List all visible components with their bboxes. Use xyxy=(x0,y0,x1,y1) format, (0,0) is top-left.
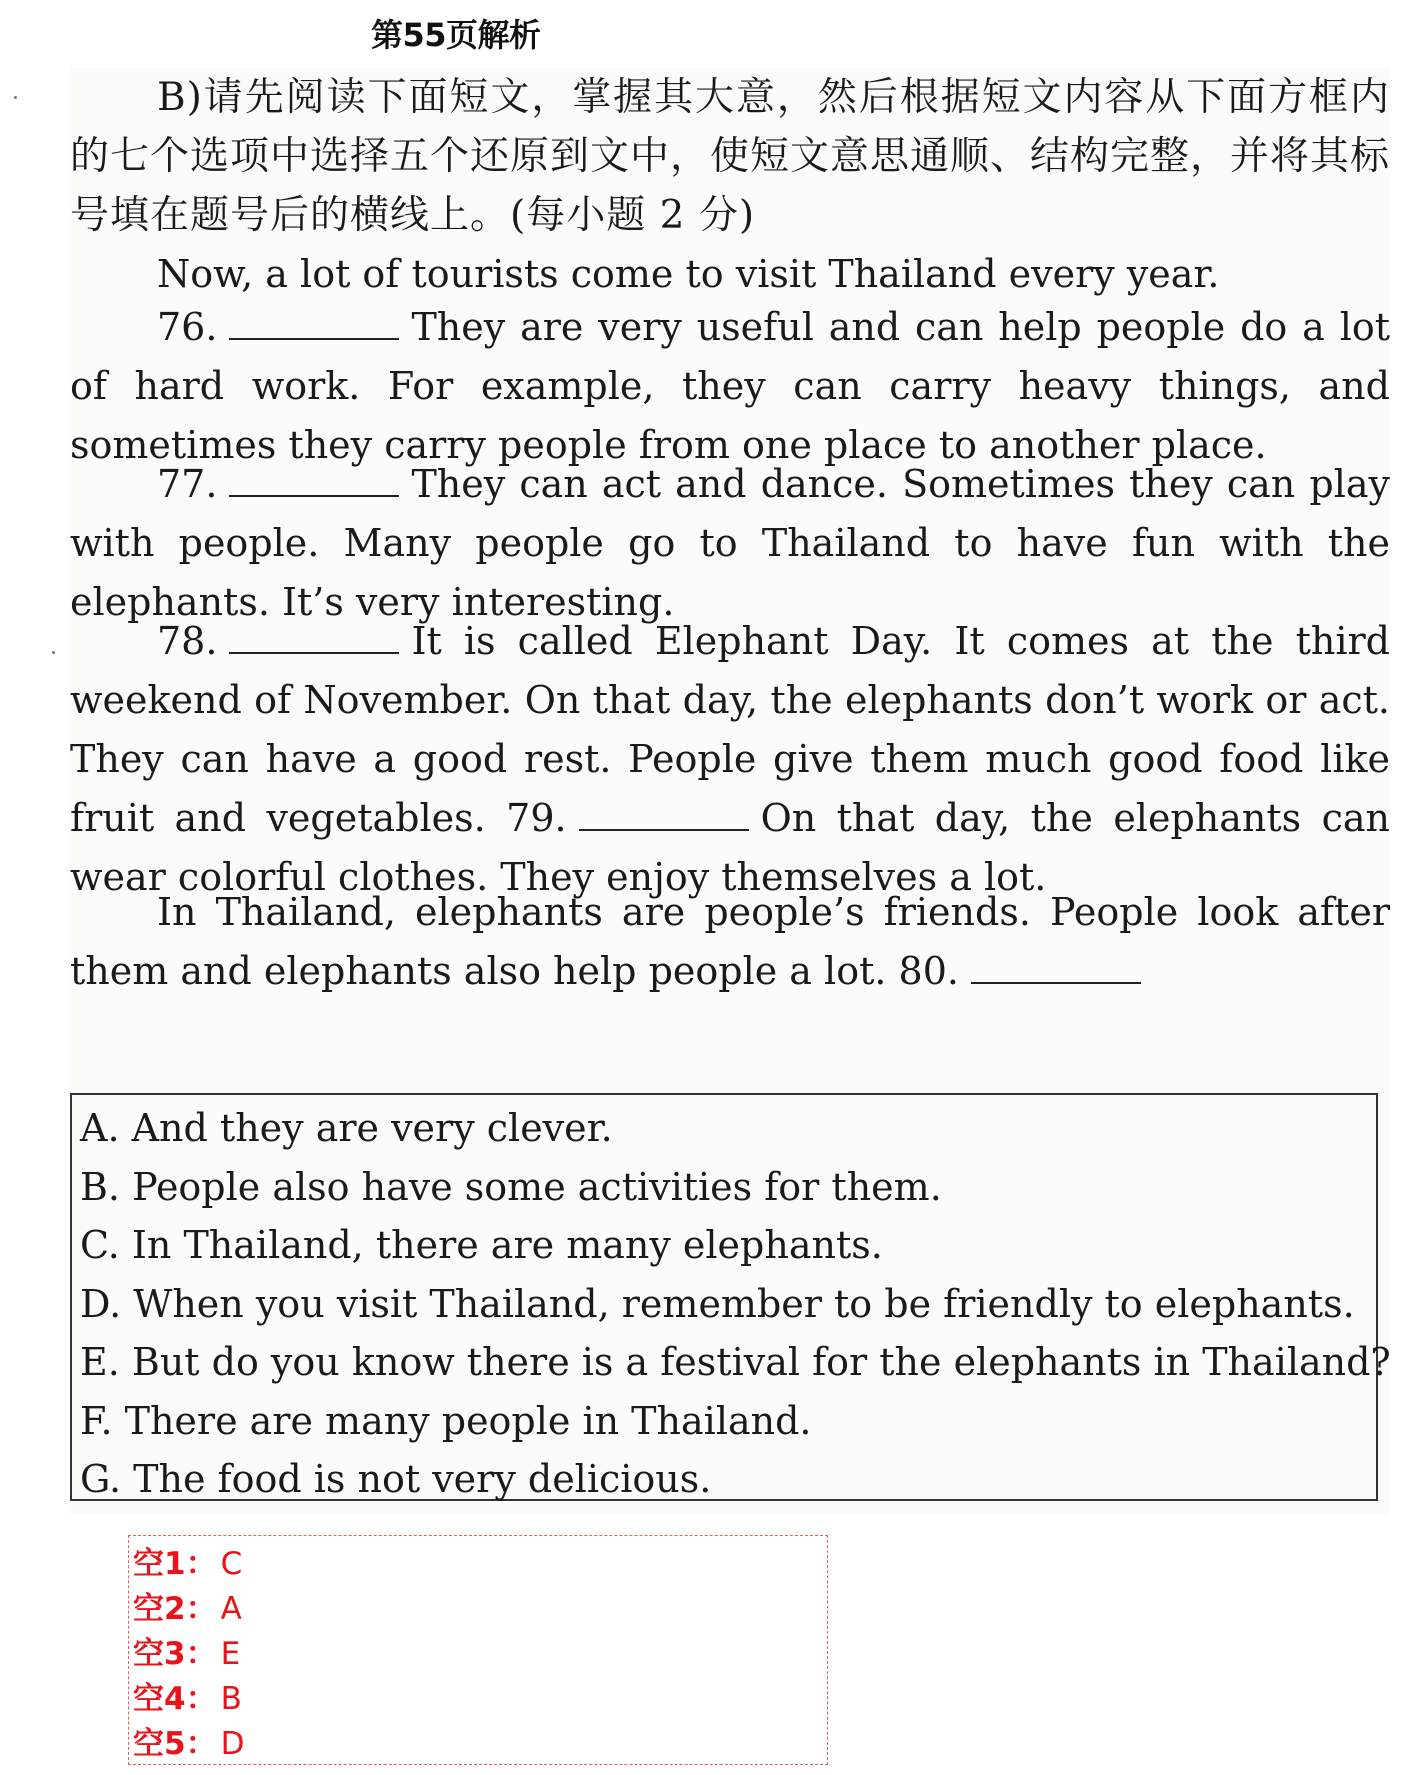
answer-label: 空3： xyxy=(133,1636,217,1672)
scanned-question-page xyxy=(70,68,1390,1515)
answer-blank-78 xyxy=(229,622,399,654)
answer-value: D xyxy=(220,1726,245,1762)
option-c: C. In Thailand, there are many elephants. xyxy=(80,1223,883,1267)
answer-value: E xyxy=(220,1636,241,1672)
question-76-number: 76. xyxy=(157,305,218,349)
answer-row-4 xyxy=(133,1677,823,1722)
options-box xyxy=(70,1093,1391,1501)
answer-value: B xyxy=(220,1681,242,1717)
instruction-text: B)请先阅读下面短文，掌握其大意，然后根据短文内容从下面方框内的七个选项中选择五个还原到文中，使短文意思通顺、结构完整，并将其标号填在题号后的横线上。(每小题 2 分) xyxy=(70,75,1391,238)
answer-row-3 xyxy=(133,1632,823,1677)
page-title: 第55页解析 xyxy=(371,16,541,54)
option-e: E. But do you know there is a festival for the elephants in Thailand? xyxy=(80,1340,1391,1384)
scan-speck xyxy=(52,651,55,654)
answer-blank-76 xyxy=(229,308,399,340)
option-a: A. And they are very clever. xyxy=(80,1106,613,1150)
question-76-text: They are very useful and can help people do a lot of hard work. For example, they can carry heavy things, and sometimes they carry people from one place to another place. xyxy=(70,305,1390,467)
answer-blank-80 xyxy=(971,952,1141,984)
question-77-paragraph xyxy=(70,455,1390,632)
answer-value: C xyxy=(220,1546,243,1582)
question-77-text: They can act and dance. Sometimes they can play with people. Many people go to Thailand to have fun with the elephants. It’s very interesting. xyxy=(70,462,1390,624)
question-78-number: 78. xyxy=(157,619,218,663)
question-78-text: It is called Elephant Day. It comes at the third weekend of November. On that day, the elephants don’t work or act. They can have a good rest. People give them much good food like fruit and vegetables. xyxy=(70,619,1390,840)
scan-speck xyxy=(14,96,17,99)
question-76-paragraph xyxy=(70,298,1390,475)
answer-row-1 xyxy=(133,1542,823,1587)
question-79-text: On that day, the elephants can wear colorful clothes. They enjoy themselves a lot. xyxy=(70,796,1390,899)
answer-label: 空1： xyxy=(133,1546,217,1582)
answer-label: 空2： xyxy=(133,1591,217,1627)
answer-blank-77 xyxy=(229,465,399,497)
answer-label: 空4： xyxy=(133,1681,217,1717)
answer-key-box xyxy=(128,1535,828,1765)
answer-row-2 xyxy=(133,1587,823,1632)
intro-paragraph: Now, a lot of tourists come to visit Thailand every year. xyxy=(157,252,1220,296)
answer-row-5 xyxy=(133,1722,823,1767)
option-f: F. There are many people in Thailand. xyxy=(80,1398,812,1443)
option-b: B. People also have some activities for them. xyxy=(80,1164,942,1209)
question-78-paragraph xyxy=(70,612,1390,907)
question-77-number: 77. xyxy=(157,462,218,506)
question-79-number: 79. xyxy=(506,796,567,840)
option-g: G. The food is not very delicious. xyxy=(80,1457,712,1501)
answer-blank-79 xyxy=(579,799,749,831)
answer-label: 空5： xyxy=(133,1726,217,1762)
question-80-number: 80. xyxy=(898,949,959,993)
answer-value: A xyxy=(220,1591,242,1627)
closing-paragraph xyxy=(70,883,1390,1001)
option-d: D. When you visit Thailand, remember to be friendly to elephants. xyxy=(80,1281,1355,1326)
closing-text: In Thailand, elephants are people’s friends. People look after them and elephants also help people a lot. xyxy=(70,890,1390,993)
